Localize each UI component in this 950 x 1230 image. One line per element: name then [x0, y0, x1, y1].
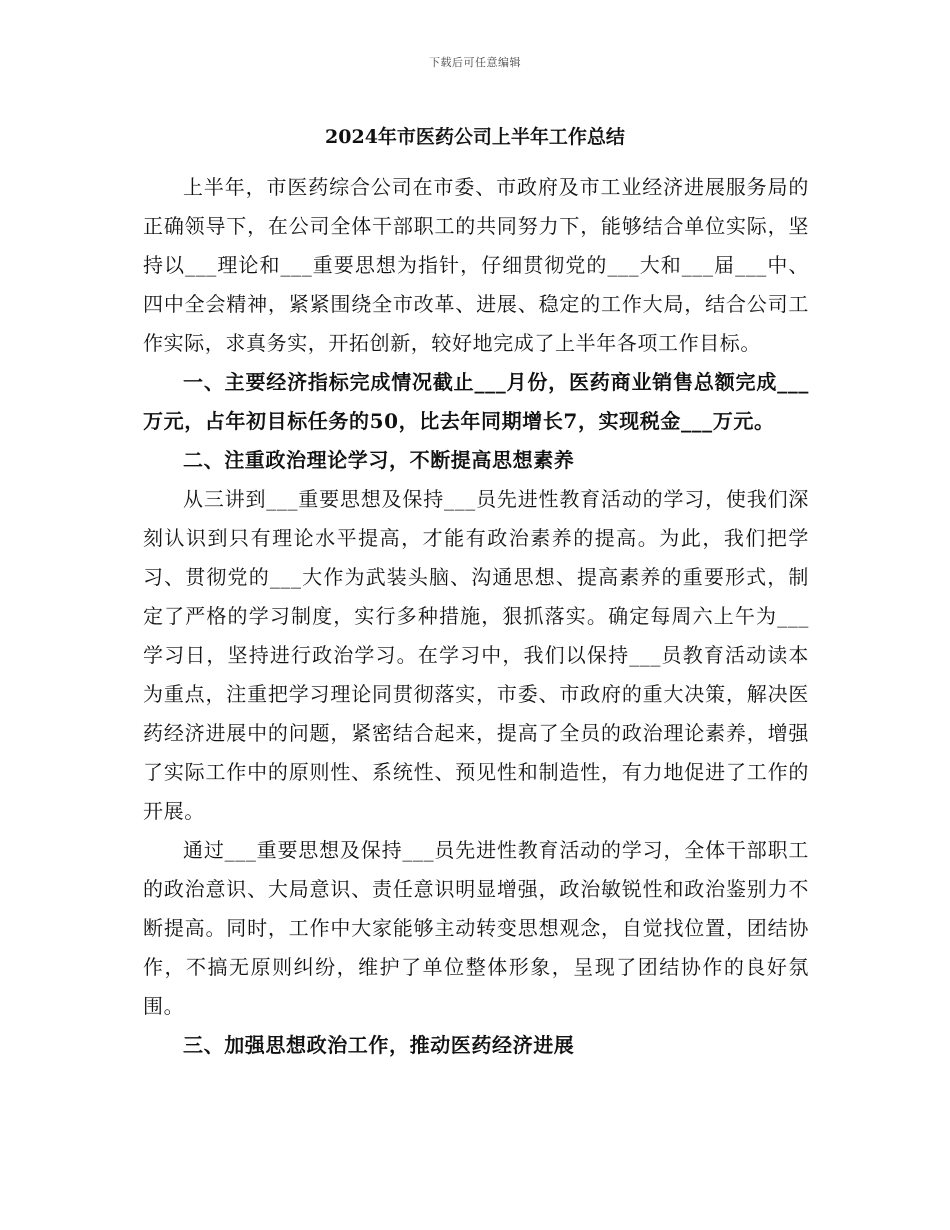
section-3-heading: 三、加强思想政治工作，推动医药经济进展 [183, 1033, 575, 1057]
paragraph-results: 通过___重要思想及保持___员先进性教育活动的学习，全体干部职工的政治意识、大局意识、责任意识明显增强，政治敏锐性和政治鉴别力不断提高。同时，工作中大家能够主动转变思想观念，自觉找位置，团结协作，不搞无原则纠纷，维护了单位整体形象，呈现了团结协作的良好氛围。 [143, 838, 809, 1018]
paragraph-study: 从三讲到___重要思想及保持___员先进性教育活动的学习，使我们深刻认识到只有理论水平提高，才能有政治素养的提高。为此，我们把学习、贯彻党的___大作为武装头脑、沟通思想、提高素养的重要形式，制定了严格的学习制度，实行多种措施，狠抓落实。确定每周六上午为___学习日，坚持进行政治学习。在学习中，我们以保持___员教育活动读本为重点，注重把学习理论同贯彻落实，市委、市政府的重大决策，解决医药经济进展中的问题，紧密结合起来，提高了全员的政治理论素养，增强了实际工作中的原则性、系统性、预见性和制造性，有力地促进了工作的开展。 [143, 487, 809, 823]
header-note: 下载后可任意编辑 [429, 56, 521, 69]
section-1-heading: 一、主要经济指标完成情况截止___月份，医药商业销售总额完成___万元，占年初目标任务的50，比去年同期增长7，实现税金___万元。 [143, 370, 809, 433]
document-body [143, 168, 809, 1065]
paragraph-intro: 上半年，市医药综合公司在市委、市政府及市工业经济进展服务局的正确领导下，在公司全体干部职工的共同努力下，能够结合单位实际，坚持以___理论和___重要思想为指针，仔细贯彻党的___大和___届___中、四中全会精神，紧紧围绕全市改革、进展、稳定的工作大局，结合公司工作实际，求真务实，开拓创新，较好地完成了上半年各项工作目标。 [143, 175, 809, 355]
section-2-heading: 二、注重政治理论学习，不断提高思想素养 [183, 448, 575, 472]
document-title: 2024年市医药公司上半年工作总结 [325, 126, 625, 148]
